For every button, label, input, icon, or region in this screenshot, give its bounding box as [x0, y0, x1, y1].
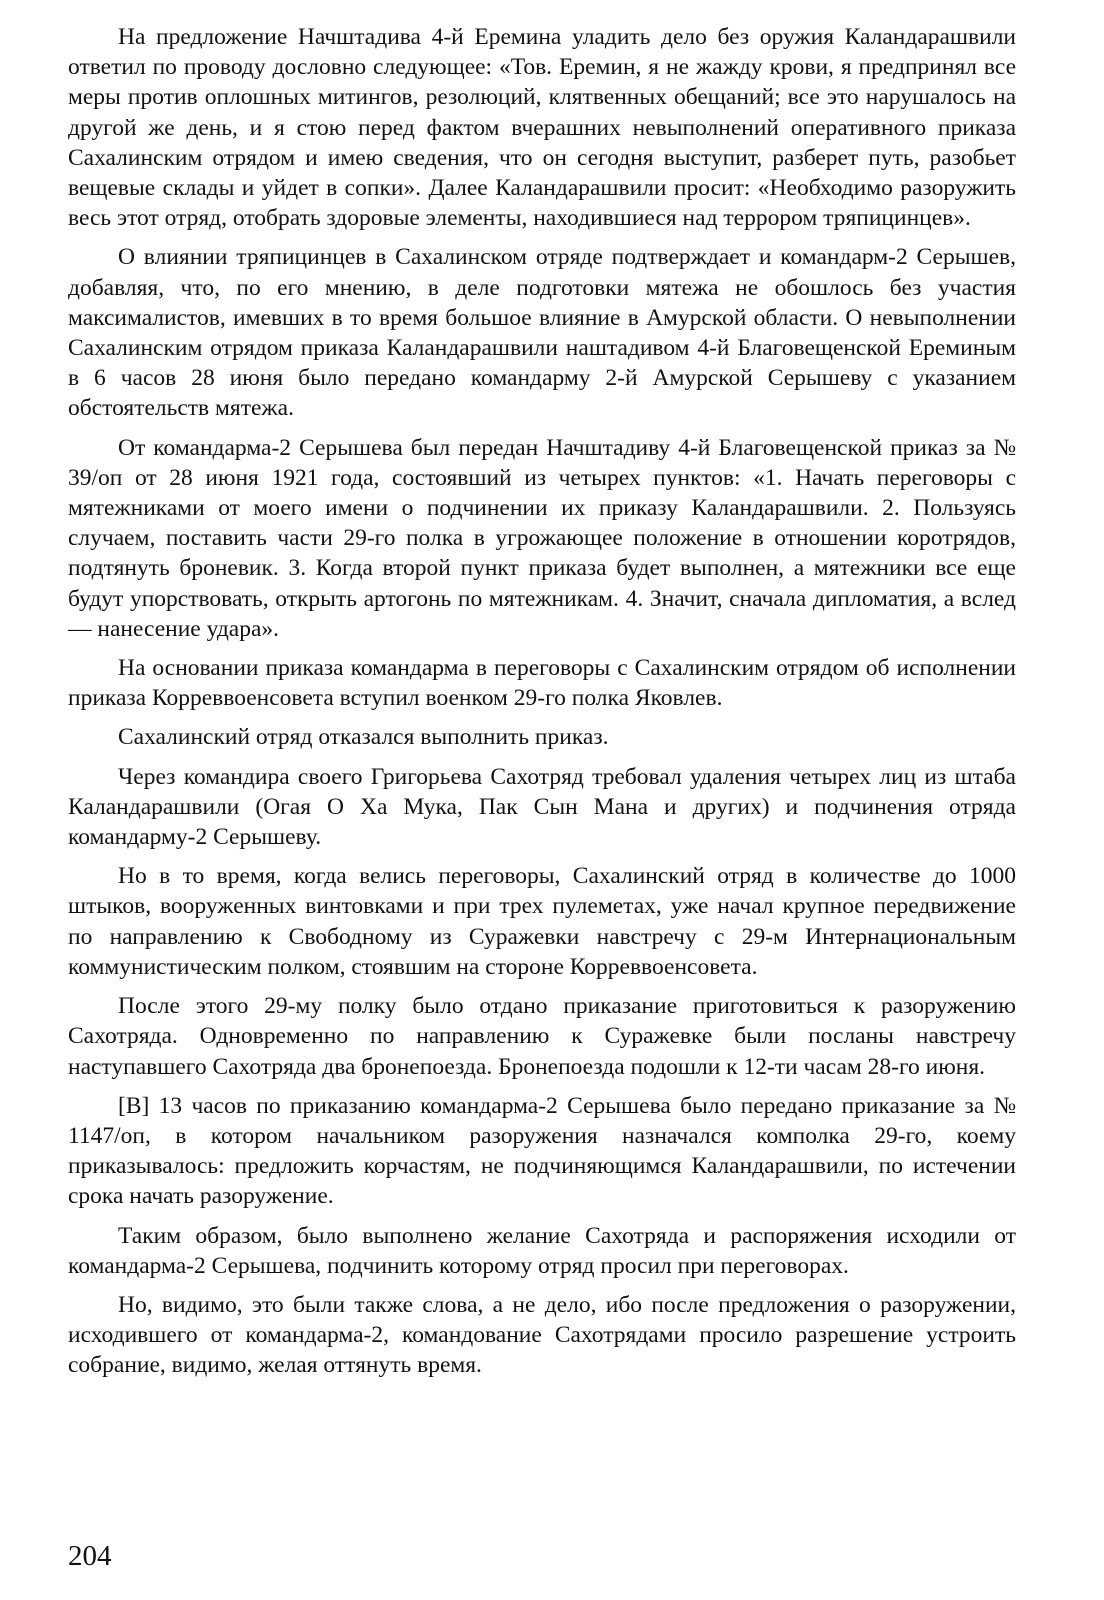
paragraph-5: Сахалинский отряд отказался выполнить приказ.	[118, 724, 609, 751]
page-number: 204	[68, 1540, 112, 1572]
paragraph-7: Но в то время, когда велись переговоры, Сахалинский отряд в количестве до 1000 штыков, вооруженных винтовками и при трех пулеметах, уже начал крупное передвижение по направлению к Свободному из Суражевки навстречу с 29-м Интернациональным коммунистическим полком, стоявшим на стороне Корреввоенсовета.	[68, 863, 1016, 980]
paragraph-3: От командарма-2 Серышева был передан Начштадиву 4-й Благовещенской приказ за № 39/оп от 28 июня 1921 года, состоявший из четырех пунктов: «1. Начать переговоры с мятежниками от моего имени о подчинении их приказу Каландарашвили. 2. Пользуясь случаем, поставить части 29-го полка в угрожающее положение в отношении коротрядов, подтянуть броневик. 3. Когда второй пункт приказа будет выполнен, а мятежники все еще будут упорствовать, открыть артогонь по мятежникам. 4. Значит, сначала дипломатия, а вслед — нанесение удара».	[68, 434, 1016, 642]
paragraph-6: Через командира своего Григорьева Сахотряд требовал удаления четырех лиц из штаба Каландарашвили (Огая О Ха Мука, Пак Сын Мана и других) и подчинения отряда командарму-2 Серышеву.	[68, 763, 1016, 851]
paragraph-2: О влиянии тряпицинцев в Сахалинском отряде подтверждает и командарм-2 Серышев, добавляя, что, по его мнению, в деле подготовки мятежа не обошлось без участия максималистов, имевших в то время большое влияние в Амурской области. О невыполнении Сахалинским отрядом приказа Каландарашвили наштадивом 4-й Благовещенской Ереминым в 6 часов 28 июня было передано командарму 2-й Амурской Серышеву с указанием обстоятельств мятежа.	[68, 244, 1016, 422]
page-text	[68, 22, 1016, 1390]
paragraph-4: На основании приказа командарма в переговоры с Сахалинским отрядом об исполнении приказа Корреввоенсовета вступил военком 29-го полка Яковлев.	[68, 655, 1016, 712]
paragraph-8: После этого 29-му полку было отдано приказание приготовиться к разоружению Сахотряда. Одновременно по направлению к Суражевке были посланы навстречу наступавшего Сахотряда два бронепоезда. Бронепоезда подошли к 12-ти часам 28-го июня.	[68, 993, 1016, 1080]
paragraph-11: Но, видимо, это были также слова, а не дело, ибо после предложения о разоружении, исходившего от командарма-2, командование Сахотрядами просило разрешение устроить собрание, видимо, желая оттянуть время.	[68, 1291, 1016, 1379]
paragraph-10: Таким образом, было выполнено желание Сахотряда и распоряжения исходили от командарма-2 Серышева, подчинить которому отряд просил при переговорах.	[68, 1222, 1016, 1279]
paragraph-9: [В] 13 часов по приказанию командарма-2 Серышева было передано приказание за № 1147/оп, в котором начальником разоружения назначался комполка 29-го, коему приказывалось: предложить корчастям, не подчиняющимся Каландарашвили, по истечении срока начать разоружение.	[68, 1092, 1016, 1210]
paragraph-1: На предложение Начштадива 4-й Еремина уладить дело без оружия Каландарашвили ответил по проводу дословно следующее: «Тов. Еремин, я не жажду крови, я предпринял все меры против оплошных митингов, резолюций, клятвенных обещаний; все это нарушалось на другой же день, и я стою перед фактом вчерашних невыполнений оперативного приказа Сахалинским отрядом и имею сведения, что он сегодня выступит, разберет путь, разобьет вещевые склады и уйдет в сопки». Далее Каландарашвили просит: «Необходимо разоружить весь этот отряд, отобрать здоровые элементы, находившиеся над террором тряпицинцев».	[68, 24, 1016, 232]
